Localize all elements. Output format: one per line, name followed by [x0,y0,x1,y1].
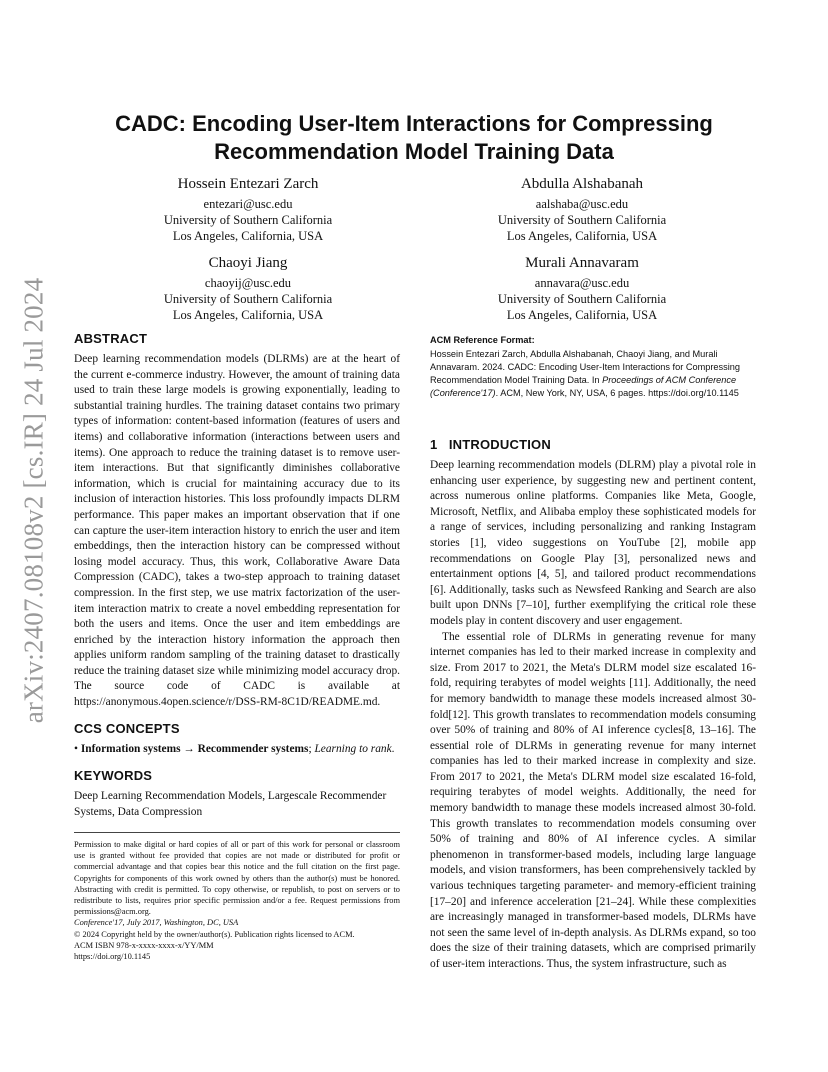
author-email: entezari@usc.edu [203,197,293,211]
introduction-heading: 1 INTRODUCTION [430,437,551,452]
author-email: annavara@usc.edu [534,276,630,290]
ccs-italic: Learning to rank [314,742,392,755]
author-location: Los Angeles, California, USA [172,229,324,243]
abstract-heading: ABSTRACT [74,331,148,346]
abstract-section [74,331,400,711]
author-block [432,175,732,244]
ccs-separator: ; [308,742,315,755]
copyright-line: © 2024 Copyright held by the owner/author(s). Publication rights licensed to ACM. [74,929,355,939]
author-location: Los Angeles, California, USA [506,229,658,243]
acm-reference-format [430,334,756,400]
author-location: Los Angeles, California, USA [506,308,658,322]
author-affiliation: University of Southern California [497,292,667,306]
keywords-heading: KEYWORDS [74,768,153,784]
ccs-section [74,721,400,758]
intro-paragraph: Deep learning recommendation models (DLRM) play a pivotal role in enhancing user experience, by suggesting new and pertinent content, across numerous online platforms. Companies like Meta, Google, Microsoft, Netflix, and Alibaba employ these sophisticated models for a range of services, including personalizing and ranking Instagram stories [1], video suggestions on YouTube [2], mobile app recommendations on Google Play [3], personalized news and entertainment options [4, 5], and tailored product recommendations [6]. Additionally, tasks such as Newsfeed Ranking and Search are also built upon DNNs [7–10], further exemplifying the critical role these models play in content discovery and user engagement. [430,459,756,627]
abstract-text: Deep learning recommendation models (DLRMs) are at the heart of the current e-commerce industry. However, the amount of training data used to train these large models is growing exponentially, leading to substantial training hurdles. The training dataset contains two primary types of information: content-based information (features of users and items) and collaborative information (interactions between users and items). One approach to reduce the training dataset is to remove user-item interactions. But that significantly diminishes collaborative information, which is crucial for maintaining accuracy due to its inclusion of interaction histories. This loss profoundly impacts DLRM performance. This paper makes an important observation that if one can capture the user-item interaction history to enrich the user and item embeddings, then the interaction history can be compressed without losing model accuracy. Thus, this work, Collaborative Aware Data Compression (CADC), takes a two-step approach to training dataset compression. In the first step, we use matrix factorization of the user-item interaction matrix to create a novel embedding representation for both the users and items. Once the user and item embeddings are enriched by the interaction history information the approach then applies uniform random sampling of the training dataset to drastically reduce the training dataset size while minimizing model accuracy drop. The source code of CADC is available at https://anonymous.4open.science/r/DSS-RM-8C1D/README.md. [74,353,400,709]
author-affiliation: University of Southern California [163,213,333,227]
ccs-text [74,742,400,758]
author-email: chaoyij@usc.edu [204,276,292,290]
author-block [432,254,732,323]
author-name: Hossein Entezari Zarch [177,176,319,192]
arxiv-stamp: arXiv:2407.08108v2 [cs.IR] 24 Jul 2024 [18,277,49,723]
right-column [430,437,756,973]
acm-reference-text: Hossein Entezari Zarch, Abdulla Alshabanah, Chaoyi Jiang, and Murali Annavaram. 2024. CADC: Encoding User-Item Interactions for Compressing Recommendation Model Training Data. In Proceedings of ACM Conference (Conference'17). ACM, New York, NY, USA, 6 pages. https://doi.org/10.1145 [430,349,740,398]
author-name: Chaoyi Jiang [208,255,288,271]
ccs-end: . [391,742,395,755]
permission-notice: Permission to make digital or hard copies of all or part of this work for personal or classroom use is granted without fee provided that copies are not made or distributed for profit or commercial advantage and that copies bear this notice and the full citation on the first page. Copyrights for components of this work owned by others than the author(s) must be honored. Abstracting with credit is permitted. To copy otherwise, or republish, to post on servers or to redistribute to lists, requires prior specific permission and/or a fee. Request permissions from permissions@acm.org. [74,840,400,917]
author-block [98,254,398,323]
intro-paragraph: The essential role of DLRMs in generating revenue for many internet companies has led to their marked increase in complexity and size. From 2017 to 2021, the Meta's DLRM model size escalated 16-fold, requiring terabytes of model weights [11]. Additionally, the need for memory bandwidth to manage these models increased almost 30-fold[12]. This growth translates to recommendation models consuming over 50% of training and 80% of AI inference cycles[8, 13–16]. The essential role of DLRMs in generating revenue for many internet companies has led to their marked increase in complexity and size. From 2017 to 2021, the Meta's DLRM model size escalated 16-fold, requiring terabytes of model weights. Additionally, the need for memory bandwidth to manage these models increased almost 30-fold. This growth translates to recommendation models consuming over 50% of training and 80% of AI inference cycles. A similar phenomenon in transformer-based models, including large language models, and vision transformers, has been comprehensively tackled by various techniques targeting parameter- and memory-efficient training [17–20] and inference acceleration [21–24]. While these complexities are increasingly managed in transformer-based models, DLRMs have not seen the same level of in-depth analysis. As DLRMs expand, so too does the size of their training datasets, which are comprised primarily of user-item interactions. Thus, the system infrastructure, such as [430,630,756,970]
copyright-footnote [74,832,400,962]
author-location: Los Angeles, California, USA [172,308,324,322]
acm-reference-heading: ACM Reference Format: [430,335,535,345]
ccs-bullet: • [74,742,78,755]
author-block [98,175,398,244]
conference-info: Conference'17, July 2017, Washington, DC, USA [74,918,239,928]
author-name: Abdulla Alshabanah [520,176,644,192]
keywords-section [74,768,400,820]
doi-line: https://doi.org/10.1145 [74,952,151,962]
left-column [74,331,400,820]
ccs-heading: CCS CONCEPTS [74,720,180,736]
author-affiliation: University of Southern California [163,292,333,306]
introduction-section [430,437,756,973]
isbn-line: ACM ISBN 978-x-xxxx-xxxx-x/YY/MM [74,940,214,950]
author-affiliation: University of Southern California [497,213,667,227]
ccs-bold: Information systems → Recommender systems [80,742,309,755]
author-email: aalshaba@usc.edu [535,197,629,211]
paper-title: CADC: Encoding User-Item Interactions for Compressing Recommendation Model Training Data [115,111,713,164]
keywords-text: Deep Learning Recommendation Models, Largescale Recommender Systems, Data Compression [74,790,387,818]
author-name: Murali Annavaram [525,255,639,271]
acm-reference-venue: Proceedings of ACM Conference (Conference'17) [430,375,737,398]
